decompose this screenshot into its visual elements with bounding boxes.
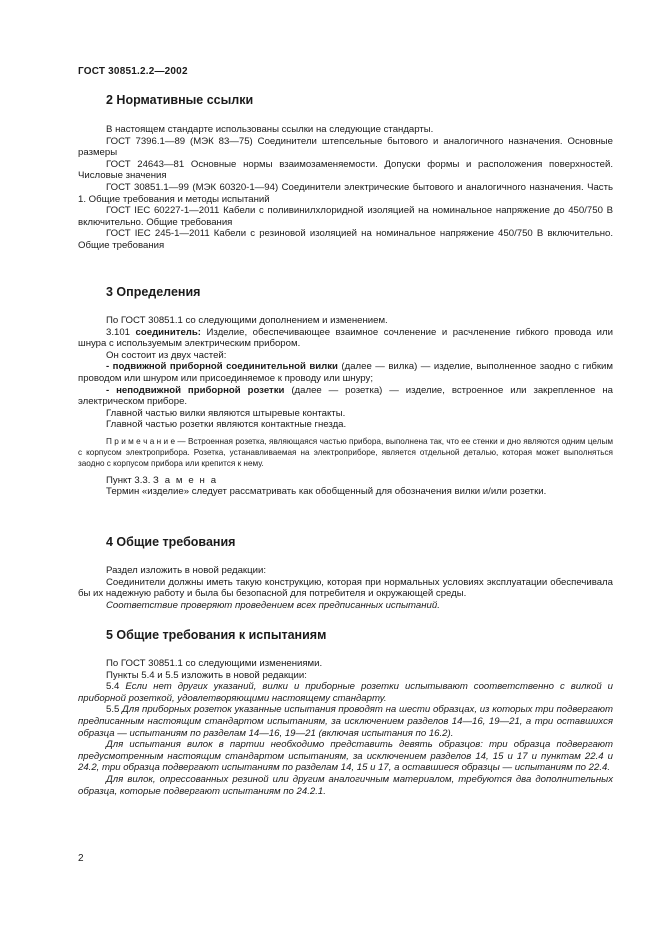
definition-number: 3.101 <box>106 326 131 338</box>
part-term: - подвижной приборной соединительной вилки <box>106 361 338 373</box>
definition-term: соединитель: <box>135 326 201 338</box>
section-2-intro: В настоящем стандарте использованы ссылки на следующие стандарты. <box>106 124 434 135</box>
reference-item: ГОСТ 30851.1—99 (МЭК 60320-1—94) Соединители электрические бытового и аналогичного назначения. Часть 1. Общие требования и методы испытаний <box>78 181 613 205</box>
clause-ref: Пункт 3.3. <box>106 474 154 486</box>
clause-text: Если нет других указаний, вилки и приборные розетки испытывают соответственно с вилкой и приборной розеткой, удовлетворяющими настоящему стандарту. <box>78 681 613 704</box>
part-term: - неподвижной приборной розетки <box>106 384 285 396</box>
section-2-heading: 2 Нормативные ссылки <box>106 93 254 107</box>
replacement-word: З а м е н а <box>153 474 218 486</box>
section-4-body <box>78 565 613 611</box>
note-label: П р и м е ч а н и е <box>106 436 176 446</box>
section-4-heading: 4 Общие требования <box>106 535 236 549</box>
plug-main-part: Главной частью вилки являются штыревые контакты. <box>106 407 346 419</box>
page-number: 2 <box>78 853 84 864</box>
reference-item: ГОСТ IEC 245-1—2011 Кабели с резиновой изоляцией на номинальное напряжение 450/750 В включительно. Общие требования <box>78 228 613 251</box>
section-5-instruction: Пункты 5.4 и 5.5 изложить в новой редакции: <box>106 669 307 681</box>
note <box>78 436 613 470</box>
clause-5-5 <box>78 704 613 739</box>
reference-item: ГОСТ 24643—81 Основные нормы взаимозаменяемости. Допуски формы и расположения поверхностей. Числовые значения <box>78 158 613 182</box>
definition-text: Изделие, обеспечивающее взаимное сочленение и расчленение гибкого провода или шнура с используемым электрическим прибором. <box>78 326 613 350</box>
section-5-body <box>78 658 613 797</box>
section-3-intro: По ГОСТ 30851.1 со следующими дополнением и изменением. <box>106 315 388 326</box>
reference-item: ГОСТ IEC 60227-1—2011 Кабели с поливинилхлоридной изоляцией на номинальное напряжение до 450/750 В включительно. Общие требования <box>78 205 613 228</box>
document-code: ГОСТ 30851.2.2—2002 <box>78 66 188 77</box>
clause-number: 5.4 <box>106 681 120 693</box>
section-4-compliance: Соответствие проверяют проведением всех предписанных испытаний. <box>106 599 440 611</box>
note-text: — Встроенная розетка, являющаяся частью прибора, выполнена так, что ее стенки и дно являются одним целым с корпусом электроприбора. Розетка, устанавливаемая на электроприборе, является отдельной деталью, которая может выполняться заодно с корпусом прибора или крепится к нему. <box>78 436 614 469</box>
socket-main-part: Главной частью розетки являются контактные гнезда. <box>106 419 347 431</box>
clause-text: Для приборных розеток указанные испытания проводят на шести образцах, из которых три подвергают предписанным настоящим стандартом испытаниям, за исключением разделов 14—16, 19—21, а три оставшихся образца — испытаниям по разделам 14—16, 19—21 (включая испытания по 16.2). <box>78 704 613 739</box>
section-5-intro: По ГОСТ 30851.1 со следующими изменениями. <box>106 658 323 669</box>
part-item-plug <box>78 361 613 384</box>
clause-5-4 <box>78 681 613 704</box>
section-4-requirement: Соединители должны иметь такую конструкцию, которая при нормальных условиях эксплуатации обеспечивала бы их надежную работу и была бы безопасной для потребителя и окружающей среды. <box>78 576 613 600</box>
clause-number: 5.5 <box>106 704 120 716</box>
part-text: (далее — вилка) — изделие, выполненное заодно с гибким проводом или шнуром или присоединяемое к проводу или шнуру; <box>78 361 614 384</box>
section-3-body <box>78 315 613 498</box>
part-text: (далее — розетка) — изделие, встроенное или закрепленное на электрическом приборе. <box>78 384 613 408</box>
section-3-heading: 3 Определения <box>106 285 201 299</box>
plug-testing: Для испытания вилок в партии необходимо представить девять образцов: три образца подвергают предусмотренным настоящим стандартом испытаниям, за исключением разделов 14, 15 и 17 и пунктам 22.4 и 24.2, три образца подвергают испытаниям по разделам 14, 15 и 17, а оставшиеся образцы — испытаниям по 22.4. <box>78 739 613 774</box>
clause-replacement <box>78 475 613 487</box>
definition-connector <box>78 327 613 350</box>
term-definition: Термин «изделие» следует рассматривать как обобщенный для обозначения вилки и/или розетки. <box>106 486 547 498</box>
parts-intro: Он состоит из двух частей: <box>106 349 227 361</box>
reference-item: ГОСТ 7396.1—89 (МЭК 83—75) Соединители штепсельные бытового и аналогичного назначения. Основные размеры <box>78 135 613 159</box>
section-4-intro: Раздел изложить в новой редакции: <box>106 565 267 576</box>
section-5-heading: 5 Общие требования к испытаниям <box>106 628 327 642</box>
rubber-plug-testing: Для вилок, опрессованных резиной или другим аналогичным материалом, требуются два дополнительных образца, которые подвергают испытаниям по 24.2.1. <box>78 773 613 797</box>
part-item-socket <box>78 385 613 408</box>
section-2-body <box>78 124 613 252</box>
